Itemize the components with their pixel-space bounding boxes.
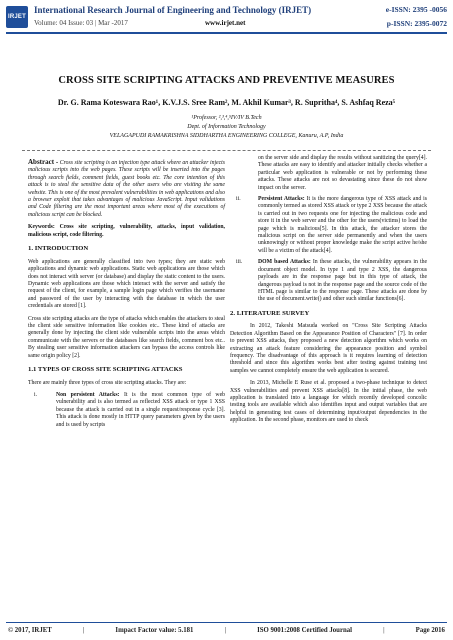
list-item-persistent (230, 196, 427, 255)
list-item-text (258, 259, 427, 303)
footer-copyright: © 2017, IRJET (8, 626, 52, 634)
section-heading-introduction: 1. INTRODUCTION (28, 245, 89, 253)
footer-impact-factor: Impact Factor value: 5.181 (115, 626, 194, 634)
affiliation-roles: ¹Professor, ²,³,⁴,⁵IV/IV B.Tech (191, 115, 262, 121)
journal-title: International Research Journal of Engineering and Technology (IRJET) (34, 5, 312, 15)
volume-issue: Volume: 04 Issue: 03 | Mar -2017 (34, 19, 128, 27)
list-number: iii. (236, 259, 243, 266)
list-number: i. (34, 392, 38, 399)
list-number: ii. (236, 196, 241, 203)
logo-text: IRJET (7, 14, 26, 20)
affiliation-college: VELAGAPUDI RAMAKRISHNA SIDDHARTHA ENGINEERING COLLEGE, Kanuru, A.P, India (109, 133, 344, 139)
list-item-non-persistent (28, 392, 225, 429)
list-item-term: Persistent Attacks: (258, 196, 305, 203)
list-item-text (56, 392, 225, 429)
footer-page-number: Page 2016 (415, 626, 445, 634)
xss-types-list (28, 392, 225, 429)
section-divider (22, 150, 431, 152)
left-column (28, 158, 225, 434)
paper-title: CROSS SITE SCRIPTING ATTACKS AND PREVENTIVE MEASURES (58, 75, 395, 86)
p-issn: p-ISSN: 2395-0072 (386, 19, 447, 28)
header-rule (6, 32, 447, 34)
right-column (230, 155, 427, 430)
footer-separator: | (82, 626, 85, 634)
footer-separator: | (383, 626, 385, 634)
literature-paragraph-2: In 2013, Michelle E Ruse et al. proposed a two-phase technique to detect XSS vulnerabilities and prevent XSS attacks[8]. In the initial phase, the web application is translated into a language for which recently developed concolic testing tools are available which also identifies input and output variables that are helpful in generating test cases of determining input/output dependencies in the application. In the second phase, monitors are used to check (230, 380, 427, 424)
list-item-dom-based (230, 259, 427, 303)
list-item-description: It is the most common type of web vulnerability and is also termed as reflected XSS attack or type 1 XSS because the attack is carried out in a single request/response cycle [3]. This attack is done mostly in HTTP query parameters given by the users and is used by scripts (56, 392, 225, 428)
footer-separator: | (224, 626, 227, 634)
journal-website-link[interactable]: www.irjet.net (205, 19, 246, 27)
abstract-label: Abstract - (28, 158, 59, 166)
types-intro: There are mainly three types of cross site scripting attacks. They are: (28, 379, 187, 386)
author-list: Dr. G. Rama Koteswara Rao¹, K.V.J.S. Sree Ram², M. Akhil Kumar³, R. Supritha⁴, S. Ashfaq Reza⁵ (57, 98, 396, 107)
section-heading-types: 1.1 TYPES OF CROSS SITE SCRIPTING ATTACKS (28, 365, 183, 373)
affiliation-department: Dept. of Information Technology (187, 124, 266, 130)
literature-paragraph-1: In 2012, Takeshi Matsuda worked on "Cross Site Scripting Attacks Detection Algorithm Based on the Appearance Position of Characters" [7]. In order to prevent XSS attacks, they proposed a new detection algorithm which works on extracting an attack feature considering the appearance position and symbol frequency. The disadvantage of this approach is it requires learning of detection threshold and since this algorithm works best after testing against training test samples we cannot completely ensure the web application is secured. (230, 323, 427, 374)
list-item-term: Non persistent Attacks: (56, 392, 120, 399)
abstract-text: Cross site scripting is an injection type attack where an attacker injects malicious scripts into the web pages. These scripts will be inserted into the pages through search fields, comment fields, guest books etc. The core intention of this attack is to steal the sensitive data of the other users who are visiting the same website. This is one of the most prevalent vulnerabilities in web applications and also a browser exploit that takes advantages of malicious JavaScript. Input validations and Code filtering are the most important areas where most of the executions of malicious script can be blocked. (28, 160, 225, 218)
section-heading-literature-survey: 2. LITERATURE SURVEY (230, 309, 310, 317)
list-item-term: DOM based Attacks: (258, 259, 311, 266)
list-item-continuation (230, 155, 427, 192)
journal-header (0, 0, 453, 40)
intro-paragraph-2: Cross site scripting attacks are the type of attacks which enables the attackers to steal the client side sensitive information like cookies etc.. These kind of attacks are generally done by injecting the client side vulnerable scripts into the areas which communicate with the servers or the databases like search fields, comment box etc.. By stealing user sensitive information attackers can bypass the access controls like same origin policy [2]. (28, 315, 225, 359)
list-item-text (258, 196, 427, 255)
irjet-logo (6, 6, 28, 28)
list-item-description: It is the more dangerous type of XSS attack and is commonly termed as stored XSS attack or type 2 XSS because the attack is carried out in two requests one for injecting the malicious code and store it in the web server and the other for the users(victims) to load the page which is malicious[5]. In this attack, the attacker stores the malicious script on the server side permanently and when the users unknowingly or without proper knowledge make the script active he/she will be a victim of the attack[4]. (258, 196, 428, 254)
list-number-blank (230, 155, 258, 192)
page-footer (6, 622, 447, 637)
list-item-description: on the server side and display the results without sanitizing the query[4]. These attacks are easy to identify and attacker initially checks whether a particular web application is vulnerable or not by performing these attacks. These attacks are not so devastating since these do not show impact on the server. (258, 155, 427, 191)
intro-paragraph-1: Web applications are generally classified into two types; they are static web applications and dynamic web applications. Static web applications are those which does not interact with server (or database) and display the static content to the users. Dynamic web applications are those which interact with the server and satisfy the request of the client, for example, a sample login page which verifies the username and password of the user by interacting with the database in which the user credentials are stored [1]. (28, 258, 225, 310)
abstract-paragraph (28, 158, 225, 219)
e-issn: e-ISSN: 2395 -0056 (385, 5, 447, 14)
keywords: Keywords: Cross site scripting, vulnerability, attacks, input validation, malicious script, code filtering. (28, 224, 225, 238)
list-item-description: In these attacks, the vulnerability appears in the document object model. In type 1 and type 2 XSS, the dangerous payloads are in the response page but in this type of attack, the dangerous payload is not in the response page and the source code of the HTML page is similar to the response page. These attacks are done by the use of document.write() and other such similar functions[6]. (258, 259, 427, 303)
xss-types-list-continued (230, 155, 427, 304)
footer-iso-certification: ISO 9001:2008 Certified Journal (257, 626, 353, 634)
